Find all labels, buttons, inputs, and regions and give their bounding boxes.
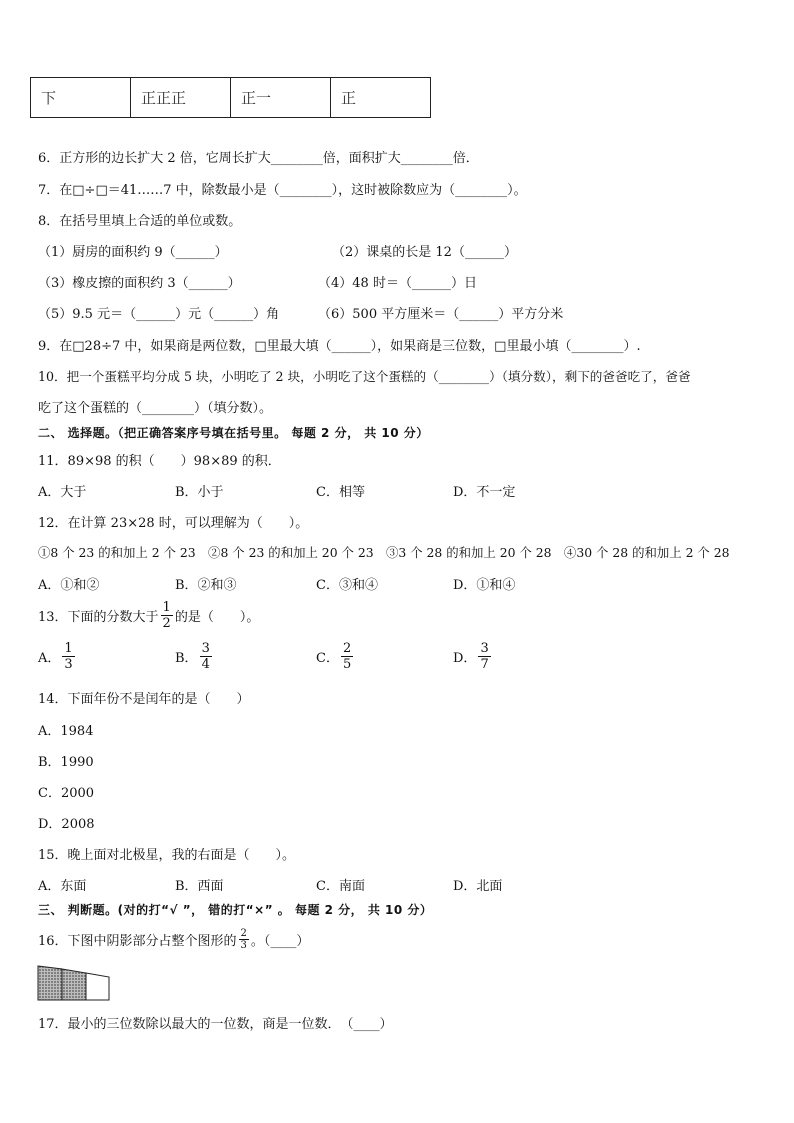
option-fraction: [62, 641, 74, 672]
question-8-part-5: （5）9.5 元＝（______）元（______）角: [38, 307, 280, 322]
q16-stem-post: 。（____）: [250, 934, 310, 949]
q15-option-d: D．北面: [453, 879, 503, 894]
question-10-line-2: 吃了这个蛋糕的（________）（填分数）。: [38, 401, 273, 416]
tally-cell: 正一: [231, 78, 331, 118]
q11-option-a: A．大于: [38, 485, 87, 500]
section-2-heading: 二、 选择题。（把正确答案序号填在括号里。 每题 2 分， 共 10 分）: [38, 426, 429, 440]
fraction-numerator: 2: [342, 641, 352, 656]
question-8-part-3: （3）橡皮擦的面积约 3（______）: [38, 276, 241, 291]
fraction-denominator: 7: [480, 657, 489, 672]
q13-option-b: [175, 641, 214, 672]
q13-stem-pre: 13．下面的分数大于: [38, 610, 159, 625]
question-8-part-2: （2）课桌的长是 12（______）: [332, 245, 517, 260]
fraction-numerator: 3: [480, 641, 489, 656]
q15-option-a: A．东面: [38, 879, 87, 894]
q13-option-c: [316, 641, 355, 672]
q11-option-d: D．不一定: [453, 485, 516, 500]
fraction-numerator: 1: [162, 600, 171, 615]
fraction-denominator: 3: [240, 940, 247, 951]
question-15-stem: 15．晚上面对北极星，我的右面是（ ）。: [38, 848, 296, 863]
q14-option-d: D．2008: [38, 817, 95, 832]
question-9: 9．在□28÷7 中，如果商是两位数，□里最大填（______），如果商是三位数，□里最小填（________）.: [38, 339, 641, 354]
option-fraction: [478, 641, 490, 672]
question-14-stem: 14．下面年份不是闰年的是（ ）: [38, 692, 250, 707]
question-11-stem: 11．89×98 的积（ ）98×89 的积．: [38, 454, 281, 469]
tally-row: [31, 78, 431, 118]
option-label: D．: [453, 651, 477, 666]
q13-option-a: [38, 641, 77, 672]
q12-option-d: D．①和④: [453, 578, 516, 593]
shaded-part: [62, 969, 86, 1000]
tally-cell: 正正正: [131, 78, 231, 118]
tally-cell: 正: [331, 78, 431, 118]
q11-option-c: C．相等: [316, 485, 365, 500]
q14-option-b: B．1990: [38, 755, 94, 770]
q12-option-a: A．①和②: [38, 578, 100, 593]
q14-option-c: C．2000: [38, 786, 95, 801]
question-7: 7．在□÷□＝41……7 中，除数最小是（________），这时被除数应为（________）。: [38, 183, 527, 198]
option-fraction: [341, 641, 353, 672]
question-8-stem: 8．在括号里填上合适的单位或数。: [38, 214, 242, 229]
question-8-part-4: （4）48 时＝（______）日: [318, 276, 477, 291]
question-17: 17．最小的三位数除以最大的一位数，商是一位数． （____）: [38, 1017, 393, 1032]
q16-fraction: [239, 928, 249, 951]
fraction-numerator: 1: [64, 641, 73, 656]
question-10-line-1: 10．把一个蛋糕平均分成 5 块，小明吃了 2 块，小明吃了这个蛋糕的（________）（填分数），剩下的爸爸吃了，爸爸: [38, 369, 691, 384]
option-label: C．: [316, 651, 339, 666]
q13-stem-post: 的是（ ）。: [174, 610, 260, 625]
shaded-part: [38, 966, 62, 1000]
fraction-numerator: 3: [201, 641, 210, 656]
q14-option-a: A．1984: [38, 724, 94, 739]
fraction-denominator: 5: [342, 657, 352, 672]
q15-option-c: C．南面: [316, 879, 365, 894]
fraction-denominator: 3: [64, 657, 73, 672]
question-12-stem: 12．在计算 23×28 时，可以理解为（ ）。: [38, 516, 309, 531]
option-label: B．: [175, 651, 198, 666]
unshaded-part: [86, 973, 109, 1000]
option-label: A．: [38, 651, 61, 666]
q12-option-c: C．③和④: [316, 578, 378, 593]
q16-stem-pre: 16．下图中阴影部分占整个图形的: [38, 934, 237, 949]
question-8-part-6: （6）500 平方厘米＝（______）平方分米: [318, 307, 564, 322]
question-12-items: ①8 个 23 的和加上 2 个 23 ②8 个 23 的和加上 20 个 23 ③3 个 28 的和加上 20 个 28 ④30 个 28 的和加上 2 个 28: [38, 545, 730, 560]
question-13-stem: [38, 600, 259, 631]
fraction-denominator: 2: [162, 616, 171, 631]
fraction-numerator: 2: [240, 928, 247, 939]
tally-table: [30, 77, 431, 118]
fraction-denominator: 4: [201, 657, 210, 672]
question-6: 6．正方形的边长扩大 2 倍，它周长扩大________倍，面积扩大________倍．: [38, 151, 479, 166]
section-3-heading: 三、 判断题。(对的打“√ ”， 错的打“×” 。 每题 2 分， 共 10 分）: [38, 903, 433, 917]
q11-option-b: B．小于: [175, 485, 224, 500]
tally-cell: 下: [31, 78, 131, 118]
shaded-parts-figure: [36, 963, 112, 1003]
option-fraction: [200, 641, 212, 672]
q13-stem-fraction: [161, 600, 173, 631]
question-16-stem: [38, 928, 309, 951]
question-8-part-1: （1）厨房的面积约 9（______）: [38, 245, 228, 260]
q12-option-b: B．②和③: [175, 578, 237, 593]
q15-option-b: B．西面: [175, 879, 224, 894]
q13-option-d: [453, 641, 493, 672]
